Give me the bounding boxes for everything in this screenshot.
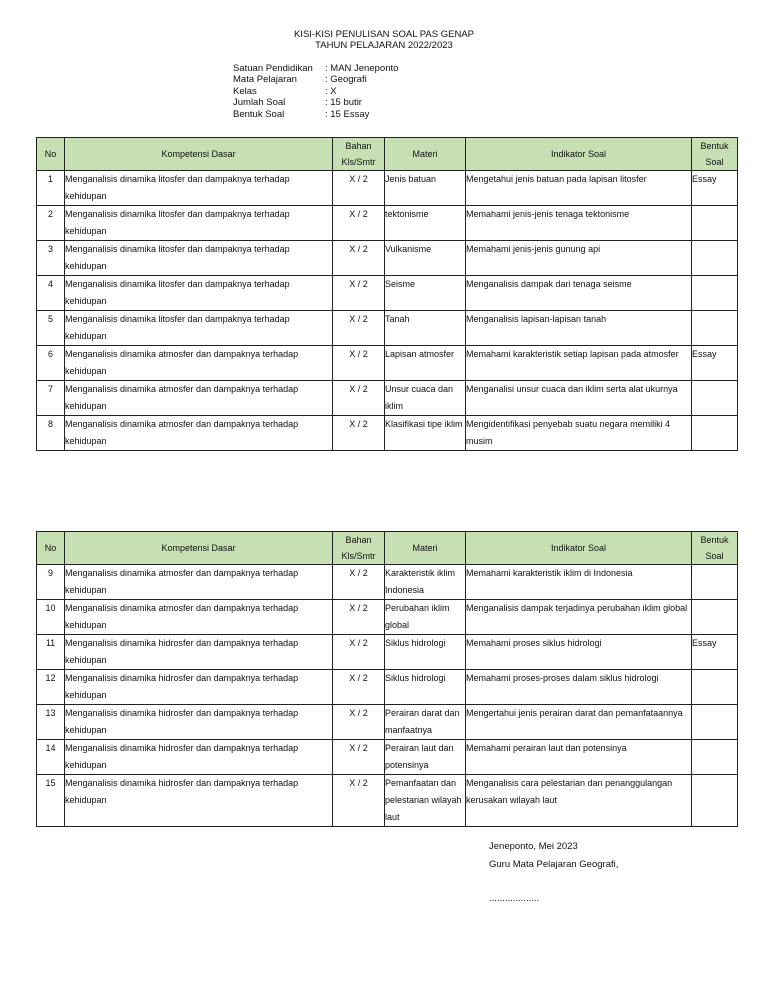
cell-bentuk [692, 241, 738, 276]
header-no: No [37, 532, 65, 565]
cell-bentuk [692, 381, 738, 416]
cell-materi: Tanah [385, 311, 466, 346]
table-row [37, 600, 738, 635]
cell-bentuk [692, 416, 738, 451]
cell-no: 10 [37, 600, 65, 635]
info-row [233, 74, 398, 85]
header-bahan-line1: Bahan [345, 535, 372, 545]
cell-bahan: X / 2 [333, 171, 385, 206]
header-bentuk-line2: Soal [705, 157, 724, 167]
table-row [37, 311, 738, 346]
cell-kompetensi-dasar: Menganalisis dinamika atmosfer dan dampaknya terhadap kehidupan [65, 565, 333, 600]
cell-no: 4 [37, 276, 65, 311]
cell-indikator: Memahami perairan laut dan potensinya [466, 740, 692, 775]
header-kompetensi-dasar: Kompetensi Dasar [65, 532, 333, 565]
cell-no: 8 [37, 416, 65, 451]
cell-bentuk [692, 705, 738, 740]
cell-kompetensi-dasar: Menganalisis dinamika atmosfer dan dampaknya terhadap kehidupan [65, 346, 333, 381]
cell-bahan: X / 2 [333, 276, 385, 311]
info-label: Satuan Pendidikan [233, 63, 313, 74]
cell-materi: Jenis batuan [385, 171, 466, 206]
cell-bentuk [692, 670, 738, 705]
cell-kompetensi-dasar: Menganalisis dinamika litosfer dan dampaknya terhadap kehidupan [65, 206, 333, 241]
table-header-row [37, 138, 738, 171]
table-header-row [37, 532, 738, 565]
header-indikator: Indikator Soal [466, 138, 692, 171]
cell-kompetensi-dasar: Menganalisis dinamika hidrosfer dan dampaknya terhadap kehidupan [65, 670, 333, 705]
cell-indikator: Mengetahui jenis batuan pada lapisan litosfer [466, 171, 692, 206]
table-row [37, 241, 738, 276]
table-row [37, 171, 738, 206]
header-materi: Materi [385, 138, 466, 171]
cell-bentuk [692, 311, 738, 346]
info-row [233, 109, 398, 120]
table-row [37, 705, 738, 740]
cell-no: 11 [37, 635, 65, 670]
cell-kompetensi-dasar: Menganalisis dinamika hidrosfer dan dampaknya terhadap kehidupan [65, 705, 333, 740]
cell-kompetensi-dasar: Menganalisis dinamika atmosfer dan dampaknya terhadap kehidupan [65, 600, 333, 635]
cell-materi: Siklus hidrologi [385, 670, 466, 705]
cell-bentuk: Essay [692, 346, 738, 381]
header-bahan-line2: Kls/Smtr [341, 157, 376, 167]
header-materi: Materi [385, 532, 466, 565]
cell-no: 14 [37, 740, 65, 775]
cell-kompetensi-dasar: Menganalisis dinamika litosfer dan dampaknya terhadap kehidupan [65, 311, 333, 346]
header-bahan [333, 138, 385, 171]
header-bahan-line1: Bahan [345, 141, 372, 151]
cell-indikator: Memahami proses-proses dalam siklus hidrologi [466, 670, 692, 705]
cell-bahan: X / 2 [333, 416, 385, 451]
cell-bentuk: Essay [692, 635, 738, 670]
info-value: : Geografi [325, 74, 367, 86]
cell-bahan: X / 2 [333, 565, 385, 600]
info-row [233, 86, 398, 97]
cell-materi: Lapisan atmosfer [385, 346, 466, 381]
cell-kompetensi-dasar: Menganalisis dinamika atmosfer dan dampaknya terhadap kehidupan [65, 416, 333, 451]
header-bentuk [692, 138, 738, 171]
cell-no: 3 [37, 241, 65, 276]
header-kompetensi-dasar: Kompetensi Dasar [65, 138, 333, 171]
header-indikator: Indikator Soal [466, 532, 692, 565]
cell-materi: Siklus hidrologi [385, 635, 466, 670]
cell-materi: Perubahan iklim global [385, 600, 466, 635]
info-row [233, 97, 398, 108]
cell-indikator: Menganalisis dampak terjadinya perubahan iklim global [466, 600, 692, 635]
info-value: : 15 butir [325, 97, 362, 109]
cell-no: 1 [37, 171, 65, 206]
header-bentuk-line2: Soal [705, 551, 724, 561]
signature-name-line: ................... [489, 893, 540, 904]
cell-no: 9 [37, 565, 65, 600]
cell-indikator: Menganalisis lapisan-lapisan tanah [466, 311, 692, 346]
cell-bahan: X / 2 [333, 600, 385, 635]
cell-indikator: Mengidentifikasi penyebab suatu negara memiliki 4 musim [466, 416, 692, 451]
table-row [37, 416, 738, 451]
cell-indikator: Menganalisi unsur cuaca dan iklim serta alat ukurnya [466, 381, 692, 416]
kisi-kisi-table-1 [36, 137, 738, 451]
info-label: Jumlah Soal [233, 97, 286, 109]
table-row [37, 565, 738, 600]
cell-kompetensi-dasar: Menganalisis dinamika litosfer dan dampaknya terhadap kehidupan [65, 241, 333, 276]
cell-no: 7 [37, 381, 65, 416]
cell-bahan: X / 2 [333, 775, 385, 827]
cell-bahan: X / 2 [333, 740, 385, 775]
info-row [233, 63, 398, 74]
cell-bahan: X / 2 [333, 311, 385, 346]
cell-no: 6 [37, 346, 65, 381]
cell-kompetensi-dasar: Menganalisis dinamika hidrosfer dan dampaknya terhadap kehidupan [65, 775, 333, 827]
table-row [37, 775, 738, 827]
cell-no: 13 [37, 705, 65, 740]
table-row [37, 346, 738, 381]
cell-bentuk [692, 206, 738, 241]
cell-indikator: Memahami karakteristik iklim di Indonesia [466, 565, 692, 600]
cell-bahan: X / 2 [333, 635, 385, 670]
cell-materi: Klasifikasi tipe iklim [385, 416, 466, 451]
cell-indikator: Memahami karakteristik setiap lapisan pada atmosfer [466, 346, 692, 381]
cell-indikator: Menganalisis cara pelestarian dan penanggulangan kerusakan wilayah laut [466, 775, 692, 827]
cell-kompetensi-dasar: Menganalisis dinamika litosfer dan dampaknya terhadap kehidupan [65, 276, 333, 311]
info-label: Bentuk Soal [233, 108, 285, 120]
kisi-kisi-table-2 [36, 531, 738, 827]
cell-kompetensi-dasar: Menganalisis dinamika hidrosfer dan dampaknya terhadap kehidupan [65, 740, 333, 775]
table-row [37, 381, 738, 416]
table-row [37, 276, 738, 311]
info-label: Kelas [233, 85, 257, 97]
cell-no: 12 [37, 670, 65, 705]
info-label: Mata Pelajaran [233, 74, 297, 86]
cell-materi: tektonisme [385, 206, 466, 241]
header-bahan-line2: Kls/Smtr [341, 551, 376, 561]
cell-materi: Karakteristik iklim Indonesia [385, 565, 466, 600]
table-row [37, 206, 738, 241]
cell-indikator: Memahami jenis-jenis gunung api [466, 241, 692, 276]
cell-bahan: X / 2 [333, 381, 385, 416]
cell-kompetensi-dasar: Menganalisis dinamika atmosfer dan dampaknya terhadap kehidupan [65, 381, 333, 416]
cell-no: 15 [37, 775, 65, 827]
cell-materi: Perairan darat dan manfaatnya [385, 705, 466, 740]
cell-materi: Perairan laut dan potensinya [385, 740, 466, 775]
table-row [37, 670, 738, 705]
cell-kompetensi-dasar: Menganalisis dinamika hidrosfer dan dampaknya terhadap kehidupan [65, 635, 333, 670]
header-no: No [37, 138, 65, 171]
cell-bahan: X / 2 [333, 206, 385, 241]
cell-indikator: Mengertahui jenis perairan darat dan pemanfataannya [466, 705, 692, 740]
cell-indikator: Memahami proses siklus hidrologi [466, 635, 692, 670]
info-block [233, 63, 398, 120]
cell-materi: Unsur cuaca dan iklim [385, 381, 466, 416]
header-bahan [333, 532, 385, 565]
cell-bentuk [692, 740, 738, 775]
header-bentuk [692, 532, 738, 565]
cell-bahan: X / 2 [333, 346, 385, 381]
cell-indikator: Menganalisis dampak dari tenaga seisme [466, 276, 692, 311]
document-title: KISI-KISI PENULISAN SOAL PAS GENAP [293, 29, 475, 40]
cell-materi: Pemanfaatan dan pelestarian wilayah laut [385, 775, 466, 827]
cell-materi: Seisme [385, 276, 466, 311]
info-value: : MAN Jeneponto [325, 63, 399, 74]
cell-bentuk [692, 565, 738, 600]
cell-bahan: X / 2 [333, 670, 385, 705]
cell-bentuk [692, 775, 738, 827]
table-row [37, 635, 738, 670]
cell-no: 5 [37, 311, 65, 346]
info-value: : 15 Essay [325, 108, 370, 120]
cell-indikator: Memahami jenis-jenis tenaga tektonisme [466, 206, 692, 241]
info-value: : X [325, 85, 337, 97]
signature-place-date: Jeneponto, Mei 2023 [489, 841, 578, 852]
cell-no: 2 [37, 206, 65, 241]
header-bentuk-line1: Bentuk [700, 141, 729, 151]
document-subtitle: TAHUN PELAJARAN 2022/2023 [315, 40, 453, 51]
cell-bahan: X / 2 [333, 705, 385, 740]
cell-materi: Vulkanisme [385, 241, 466, 276]
cell-bentuk [692, 276, 738, 311]
header-bentuk-line1: Bentuk [700, 535, 729, 545]
signature-role: Guru Mata Pelajaran Geografi, [489, 859, 619, 870]
table-row [37, 740, 738, 775]
cell-bentuk: Essay [692, 171, 738, 206]
cell-bahan: X / 2 [333, 241, 385, 276]
cell-bentuk [692, 600, 738, 635]
cell-kompetensi-dasar: Menganalisis dinamika litosfer dan dampaknya terhadap kehidupan [65, 171, 333, 206]
